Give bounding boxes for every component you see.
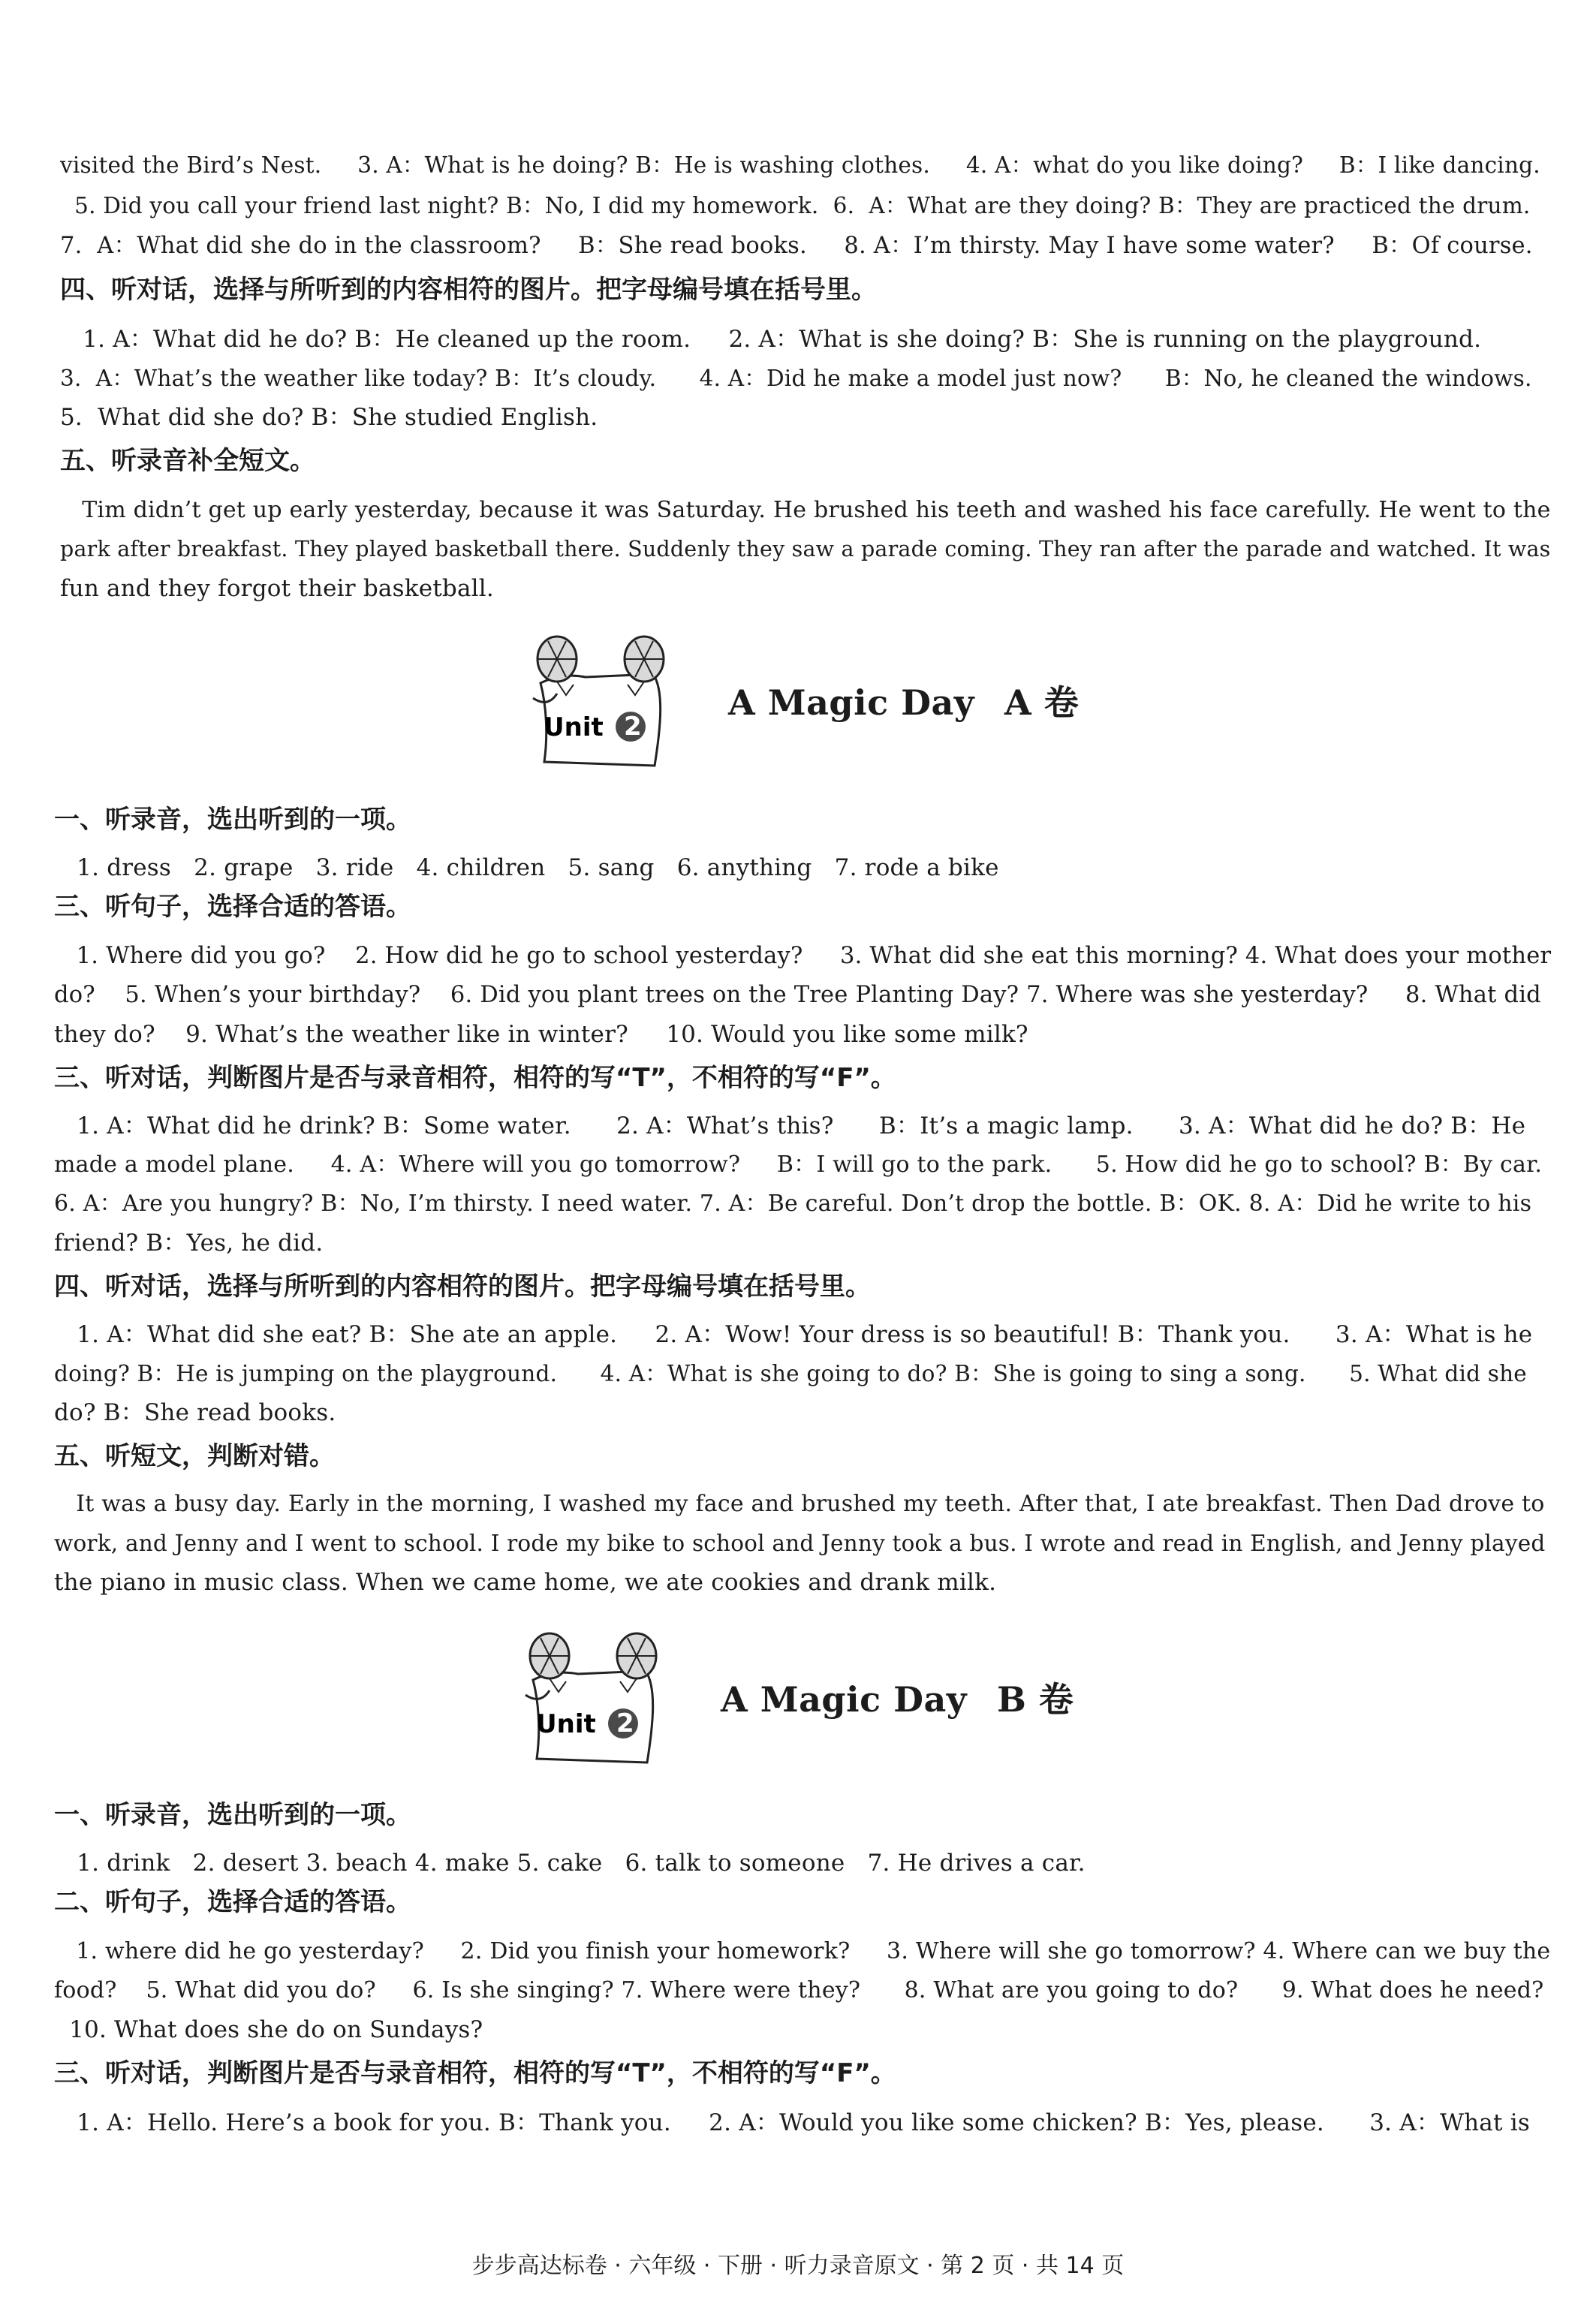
unit-badge-label: Unit	[544, 712, 604, 742]
text-line: 1. where did he go yesterday? 2. Did you finish your homework? 3. Where will she go tomorrow? 4. Where can we buy the	[54, 1938, 1551, 1964]
text-line: park after breakfast. They played basketball there. Suddenly they saw a parade coming. They ran after the parade and watched. It was	[60, 537, 1551, 561]
unit-number: 2	[624, 712, 642, 742]
text-line: 1. drink 2. desert 3. beach 4. make 5. cake 6. talk to someone 7. He drives a car.	[54, 1850, 1086, 1877]
text-line: 1. dress 2. grape 3. ride 4. children 5. sang 6. anything 7. rode a bike	[54, 854, 999, 881]
text-line: 7. A：What did she do in the classroom? B：She read books. 8. A：I’m thirsty. May I have some water? B：Of course.	[60, 233, 1533, 259]
section-heading: 三、听对话，判断图片是否与录音相符，相符的写“T”，不相符的写“F”。	[54, 1063, 896, 1093]
text-line: food? 5. What did you do? 6. Is she singing? 7. Where were they? 8. What are you going to do? 9. What does he need?	[54, 1977, 1544, 2003]
unit-banner	[503, 1627, 1074, 1778]
text-line: friend? B：Yes, he did.	[54, 1230, 324, 1257]
text-line: the piano in music class. When we came home, we ate cookies and drank milk.	[54, 1569, 997, 1596]
text-line: Tim didn’t get up early yesterday, because it was Saturday. He brushed his teeth and washed his face carefully. He went to the	[60, 497, 1551, 523]
text-line: 1. Where did you go? 2. How did he go to school yesterday? 3. What did she eat this morning? 4. What does your mother	[54, 943, 1552, 969]
text-line: do? B：She read books.	[54, 1399, 336, 1426]
text-line: fun and they forgot their basketball.	[60, 575, 494, 602]
section-heading: 五、听录音补全短文。	[60, 446, 315, 476]
text-line: 1. A：What did she eat? B：She ate an apple. 2. A：Wow! Your dress is so beautiful! B：Thank you. 3. A：What is he	[54, 1321, 1533, 1348]
balloon-badge-icon	[510, 631, 683, 781]
section-heading: 三、听对话，判断图片是否与录音相符，相符的写“T”，不相符的写“F”。	[54, 2058, 896, 2088]
section-heading: 五、听短文，判断对错。	[54, 1441, 335, 1471]
text-line: do? 5. When’s your birthday? 6. Did you plant trees on the Tree Planting Day? 7. Where was she yesterday? 8. What did	[54, 982, 1541, 1008]
unit-title	[728, 676, 1079, 725]
text-line: 3. A：What’s the weather like today? B：It’s cloudy. 4. A：Did he make a model just now? B：No, he cleaned the windows.	[60, 366, 1532, 391]
section-heading: 四、听对话，选择与所听到的内容相符的图片。把字母编号填在括号里。	[60, 275, 877, 305]
page-footer: 步步高达标卷 · 六年级 · 下册 · 听力录音原文 · 第 2 页 · 共 14 页	[471, 2253, 1125, 2279]
section-heading: 四、听对话，选择与所听到的内容相符的图片。把字母编号填在括号里。	[54, 1272, 871, 1302]
unit-title	[721, 1672, 1074, 1722]
unit-banner	[510, 631, 1081, 781]
unit-title-text: A Magic Day	[721, 1679, 968, 1720]
text-line: they do? 9. What’s the weather like in winter? 10. Would you like some milk?	[54, 1021, 1028, 1048]
section-heading: 一、听录音，选出听到的一项。	[54, 805, 411, 835]
text-line: 1. A：What did he drink? B：Some water. 2. A：What’s this? B：It’s a magic lamp. 3. A：What did he do? B：He	[54, 1112, 1526, 1139]
text-line: made a model plane. 4. A：Where will you go tomorrow? B：I will go to the park. 5. How did he go to school? B：By car.	[54, 1151, 1543, 1178]
text-line: 1. A：Hello. Here’s a book for you. B：Thank you. 2. A：Would you like some chicken? B：Yes, please. 3. A：What is	[54, 2109, 1530, 2136]
text-line: 5. What did she do? B：She studied English.	[60, 404, 598, 431]
section-heading: 一、听录音，选出听到的一项。	[54, 1800, 411, 1830]
text-line: It was a busy day. Early in the morning, I washed my face and brushed my teeth. After that, I ate breakfast. Then Dad drove to	[54, 1491, 1545, 1517]
balloon-badge-icon	[503, 1627, 676, 1778]
paper-label: A 卷	[1004, 682, 1080, 723]
text-line: 1. A：What did he do? B：He cleaned up the room. 2. A：What is she doing? B：She is running on the playground.	[60, 326, 1482, 353]
section-heading: 二、听句子，选择合适的答语。	[54, 1887, 411, 1917]
text-line: visited the Bird’s Nest. 3. A：What is he doing? B：He is washing clothes. 4. A：what do you like doing? B：I like dancing.	[60, 152, 1540, 178]
unit-badge-label: Unit	[536, 1709, 596, 1739]
text-line: work, and Jenny and I went to school. I rode my bike to school and Jenny took a bus. I wrote and read in English, and Jenny played	[54, 1531, 1546, 1556]
section-heading: 三、听句子，选择合适的答语。	[54, 892, 411, 922]
paper-label: B 卷	[997, 1679, 1074, 1720]
text-line: 10. What does she do on Sundays?	[54, 2016, 483, 2043]
unit-title-text: A Magic Day	[728, 682, 975, 723]
text-line: doing? B：He is jumping on the playground. 4. A：What is she going to do? B：She is going to sing a song. 5. What did she	[54, 1361, 1527, 1386]
unit-number: 2	[616, 1708, 634, 1738]
text-line: 5. Did you call your friend last night? B：No, I did my homework. 6. A：What are they doing? B：They are practiced the drum.	[60, 193, 1531, 218]
text-line: 6. A：Are you hungry? B：No, I’m thirsty. I need water. 7. A：Be careful. Don’t drop the bottle. B：OK. 8. A：Did he write to his	[54, 1191, 1532, 1217]
